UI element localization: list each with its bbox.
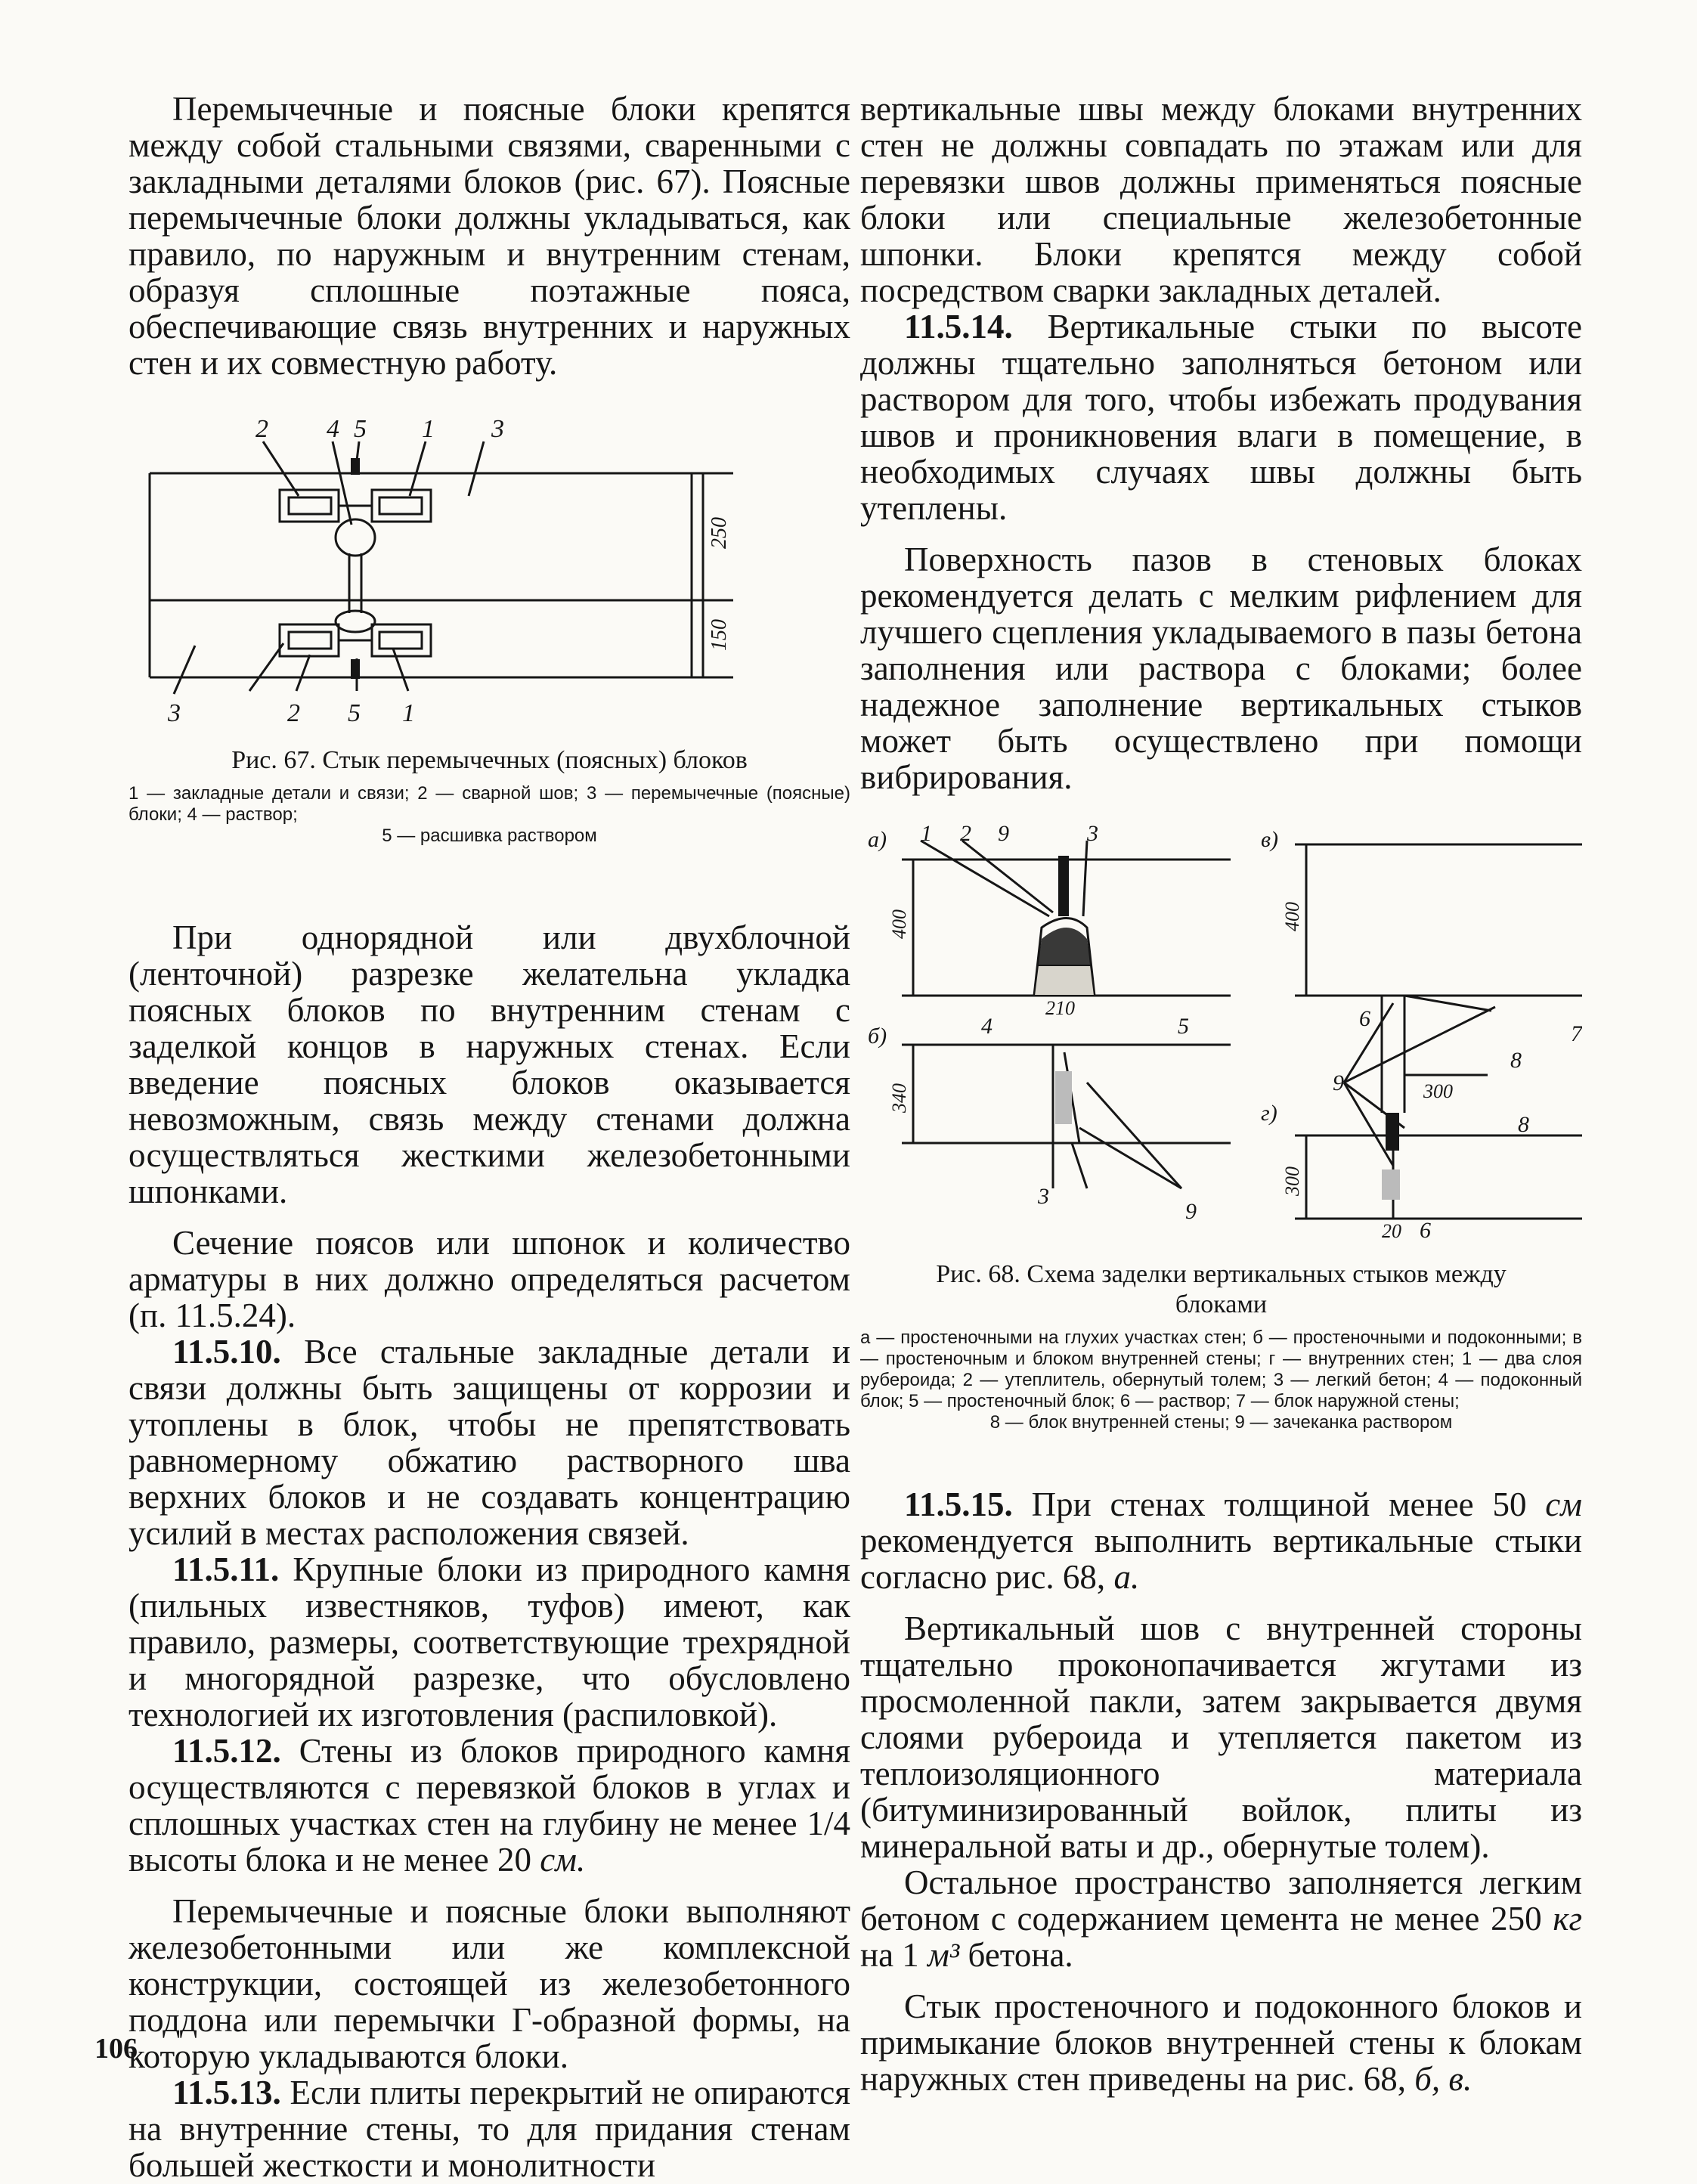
fig68-dim: 340 (888, 1083, 910, 1113)
figure-67-caption: Рис. 67. Стык перемычечных (поясных) блоков (231, 746, 748, 774)
figure-68-caption-2: блоками (1175, 1290, 1268, 1318)
paragraph-text: Остальное пространство заполняется легким бетоном с содержанием цемента не менее 250 (860, 1863, 1582, 1938)
fig68-label: 4 (981, 1014, 992, 1039)
paragraph: Вертикальный шов с внутренней стороны тщательно проконопачивается жгутами из просмоленной пакли, затем закрывается двумя слоями рубероида и утепляется пакетом из теплоизоляционного материала (битуминизированный войлок, плиты из минеральной ваты и др., обернутые толем). (860, 1609, 1582, 1865)
section-text: Стены из блоков природного камня осуществляются с перевязкой блоков в углах и сплошных участках стен на глубину не менее (129, 1732, 850, 1842)
fig68-label: 3 (1038, 1184, 1049, 1209)
unit: м³ (927, 1936, 960, 1974)
figure-68-caption: Рис. 68. Схема заделки вертикальных стыков между (936, 1260, 1507, 1288)
right-column (860, 91, 1582, 2097)
fig68-label: 6 (1420, 1218, 1431, 1243)
section-11-5-10 (129, 1334, 850, 1551)
paragraph-text: Стык простеночного и подоконного блоков и примыкание блоков внутренней стены к блокам наружных стен приведены на рис. 68, (860, 1987, 1582, 2098)
paragraph-text: на 1 (860, 1936, 928, 1974)
fig67-label: 2 (287, 699, 300, 727)
paragraph: Поверхность пазов в стеновых блоках рекомендуется делать с мелким рифлением для лучшего сцепления укладываемого в пазы бетона заполнения или раствора с блоками; более надежное заполнение вертикальных стыков может быть осуществлено при помощи вибрирования. (860, 541, 1582, 796)
fig68-panel: г) (1261, 1101, 1277, 1126)
figure-67 (129, 398, 850, 730)
section-text: Крупные блоки из природного камня (пильных известняков, туфов) имеют, как правило, размеры, соответствующие трехрядной и многорядной разрезке, что обусловлено технологией их изготовления (распиловкой). (129, 1550, 851, 1733)
fig68-label: 5 (1178, 1014, 1189, 1039)
fig68-label: 9 (1333, 1070, 1344, 1095)
fig67-label: 1 (422, 415, 435, 443)
fraction: 1/4 (807, 1805, 850, 1842)
fig68-panel: а) (868, 827, 887, 852)
section-text: Вертикальные стыки по высоте должны тщательно заполняться бетоном или раствором для того, чтобы избежать продувания швов и проникновения влаги в помещение, в необходимых случаях швы должны быть утеплены. (860, 308, 1582, 527)
figure-ref: а. (1113, 1558, 1140, 1596)
paragraph: вертикальные швы между блоками внутренних стен не должны совпадать по этажам или для перевязки швов должны применяться поясные блоки или специальные железобетонные шпонки. Блоки крепятся между собой посредством сварки закладных деталей. (860, 90, 1582, 309)
fig68-label: 8 (1510, 1048, 1522, 1073)
section-number: 11.5.15. (904, 1485, 1013, 1523)
section-text: рекомендуется выполнить вертикальные стыки согласно рис. 68, (860, 1522, 1582, 1596)
section-text: высоты блока и не менее 20 (129, 1841, 540, 1879)
section-11-5-13 (129, 2074, 850, 2183)
page-number: 106 (94, 2033, 138, 2065)
section-11-5-15 (860, 1486, 1582, 1595)
fig68-label: 1 (921, 826, 932, 846)
section-text: При стенах толщиной менее 50 (1031, 1485, 1546, 1523)
section-number: 11.5.14. (904, 308, 1013, 345)
fig68-dim: 400 (888, 909, 910, 939)
section-number: 11.5.13. (172, 2074, 281, 2111)
section-11-5-12 (129, 1733, 850, 1878)
section-11-5-14 (860, 308, 1582, 526)
fig68-panel: в) (1261, 827, 1279, 852)
fig67-label: 5 (354, 415, 367, 443)
figure-67-legend: 1 — закладные детали и связи; 2 — сварной шов; 3 — перемычечные (поясные) блоки; 4 — раствор; (129, 783, 850, 825)
fig67-label: 1 (402, 699, 415, 727)
fig68-dim: 300 (1423, 1080, 1453, 1102)
section-number: 11.5.10. (172, 1333, 281, 1371)
unit: см. (540, 1841, 586, 1879)
paragraph (860, 1988, 1582, 2097)
fig68-label: 6 (1359, 1006, 1370, 1031)
fig68-dim: 400 (1281, 902, 1303, 931)
paragraph: Перемычечные и поясные блоки крепятся между собой стальными связями, сваренными с закладными деталями блоков (рис. 67). Поясные перемычечные блоки должны укладываться, как правило, по наружным и внутренним стенам, образуя сплошные поэтажные пояса, обеспечивающие связь внутренних и наружных стен и их совместную работу. (129, 90, 850, 382)
section-text: Если плиты перекрытий не опираются на внутренние стены, то для придания стенам большей жесткости и монолитности (129, 2074, 851, 2184)
paragraph: Сечение поясов или шпонок и количество арматуры в них должно определяться расчетом (п. 11.5.24). (129, 1224, 850, 1334)
fig67-label: 5 (348, 699, 361, 727)
unit: см (1545, 1485, 1582, 1523)
figure-ref: б, в. (1414, 2060, 1472, 2098)
unit: кг (1553, 1900, 1582, 1938)
paragraph (860, 1864, 1582, 1973)
section-number: 11.5.12. (172, 1732, 281, 1770)
left-column (129, 91, 850, 2183)
fig68-dim: 210 (1045, 997, 1075, 1019)
fig68-label: 3 (1087, 826, 1098, 846)
fig68-panel: б) (868, 1024, 887, 1049)
section-11-5-11 (129, 1551, 850, 1733)
figure-68-legend: а — простеночными на глухих участках стен; б — простеночными и подоконными; в — простеночным и блоком внутренней стены; г — внутренних стен; 1 — два слоя рубероида; 2 — утеплитель, обернутый толем; 3 — легкий бетон; 4 — подоконный блок; 5 — простеночный блок; 6 — раствор; 7 — блок наружной стены; (860, 1327, 1582, 1411)
section-number: 11.5.11. (172, 1550, 280, 1588)
figure-68 (860, 826, 1582, 1249)
fig68-label: 7 (1571, 1021, 1582, 1046)
section-text: Все стальные закладные детали и связи должны быть защищены от коррозии и утоплены в блок, чтобы не препятствовать равномерному обжатию растворного шва верхних блоков и не создавать концентрацию усилий в местах расположения связей. (129, 1333, 851, 1552)
fig68-label: 8 (1518, 1112, 1529, 1137)
figure-67-legend-last: 5 — расшивка раствором (382, 826, 597, 846)
paragraph: Перемычечные и поясные блоки выполняют железобетонными или же комплексной конструкции, состоящей из железобетонного поддона или перемычки Г-образной формы, на которую укладываются блоки. (129, 1892, 850, 2075)
paragraph: При однорядной или двухблочной (ленточной) разрезке желательна укладка поясных блоков по внутренним стенам с заделкой концов в наружных стенах. Если введение поясных блоков оказывается невозможным, связь между стенами должна осуществляться жесткими железобетонными шпонками. (129, 919, 850, 1210)
fig68-dim: 300 (1281, 1166, 1303, 1196)
fig68-label: 9 (1185, 1199, 1197, 1224)
fig67-label: 4 (327, 415, 339, 443)
fig68-label: 9 (998, 826, 1009, 846)
fig68-label: 20 (1382, 1220, 1401, 1242)
fig67-dim: 150 (708, 619, 731, 651)
fig67-label: 2 (255, 415, 268, 443)
fig67-label: 3 (491, 415, 504, 443)
fig68-label: 2 (960, 826, 971, 846)
fig67-label: 3 (168, 699, 181, 727)
figure-68-legend-last: 8 — блок внутренней стены; 9 — зачеканка раствором (989, 1412, 1453, 1433)
fig67-dim: 250 (708, 517, 731, 549)
paragraph-text: бетона. (959, 1936, 1073, 1974)
